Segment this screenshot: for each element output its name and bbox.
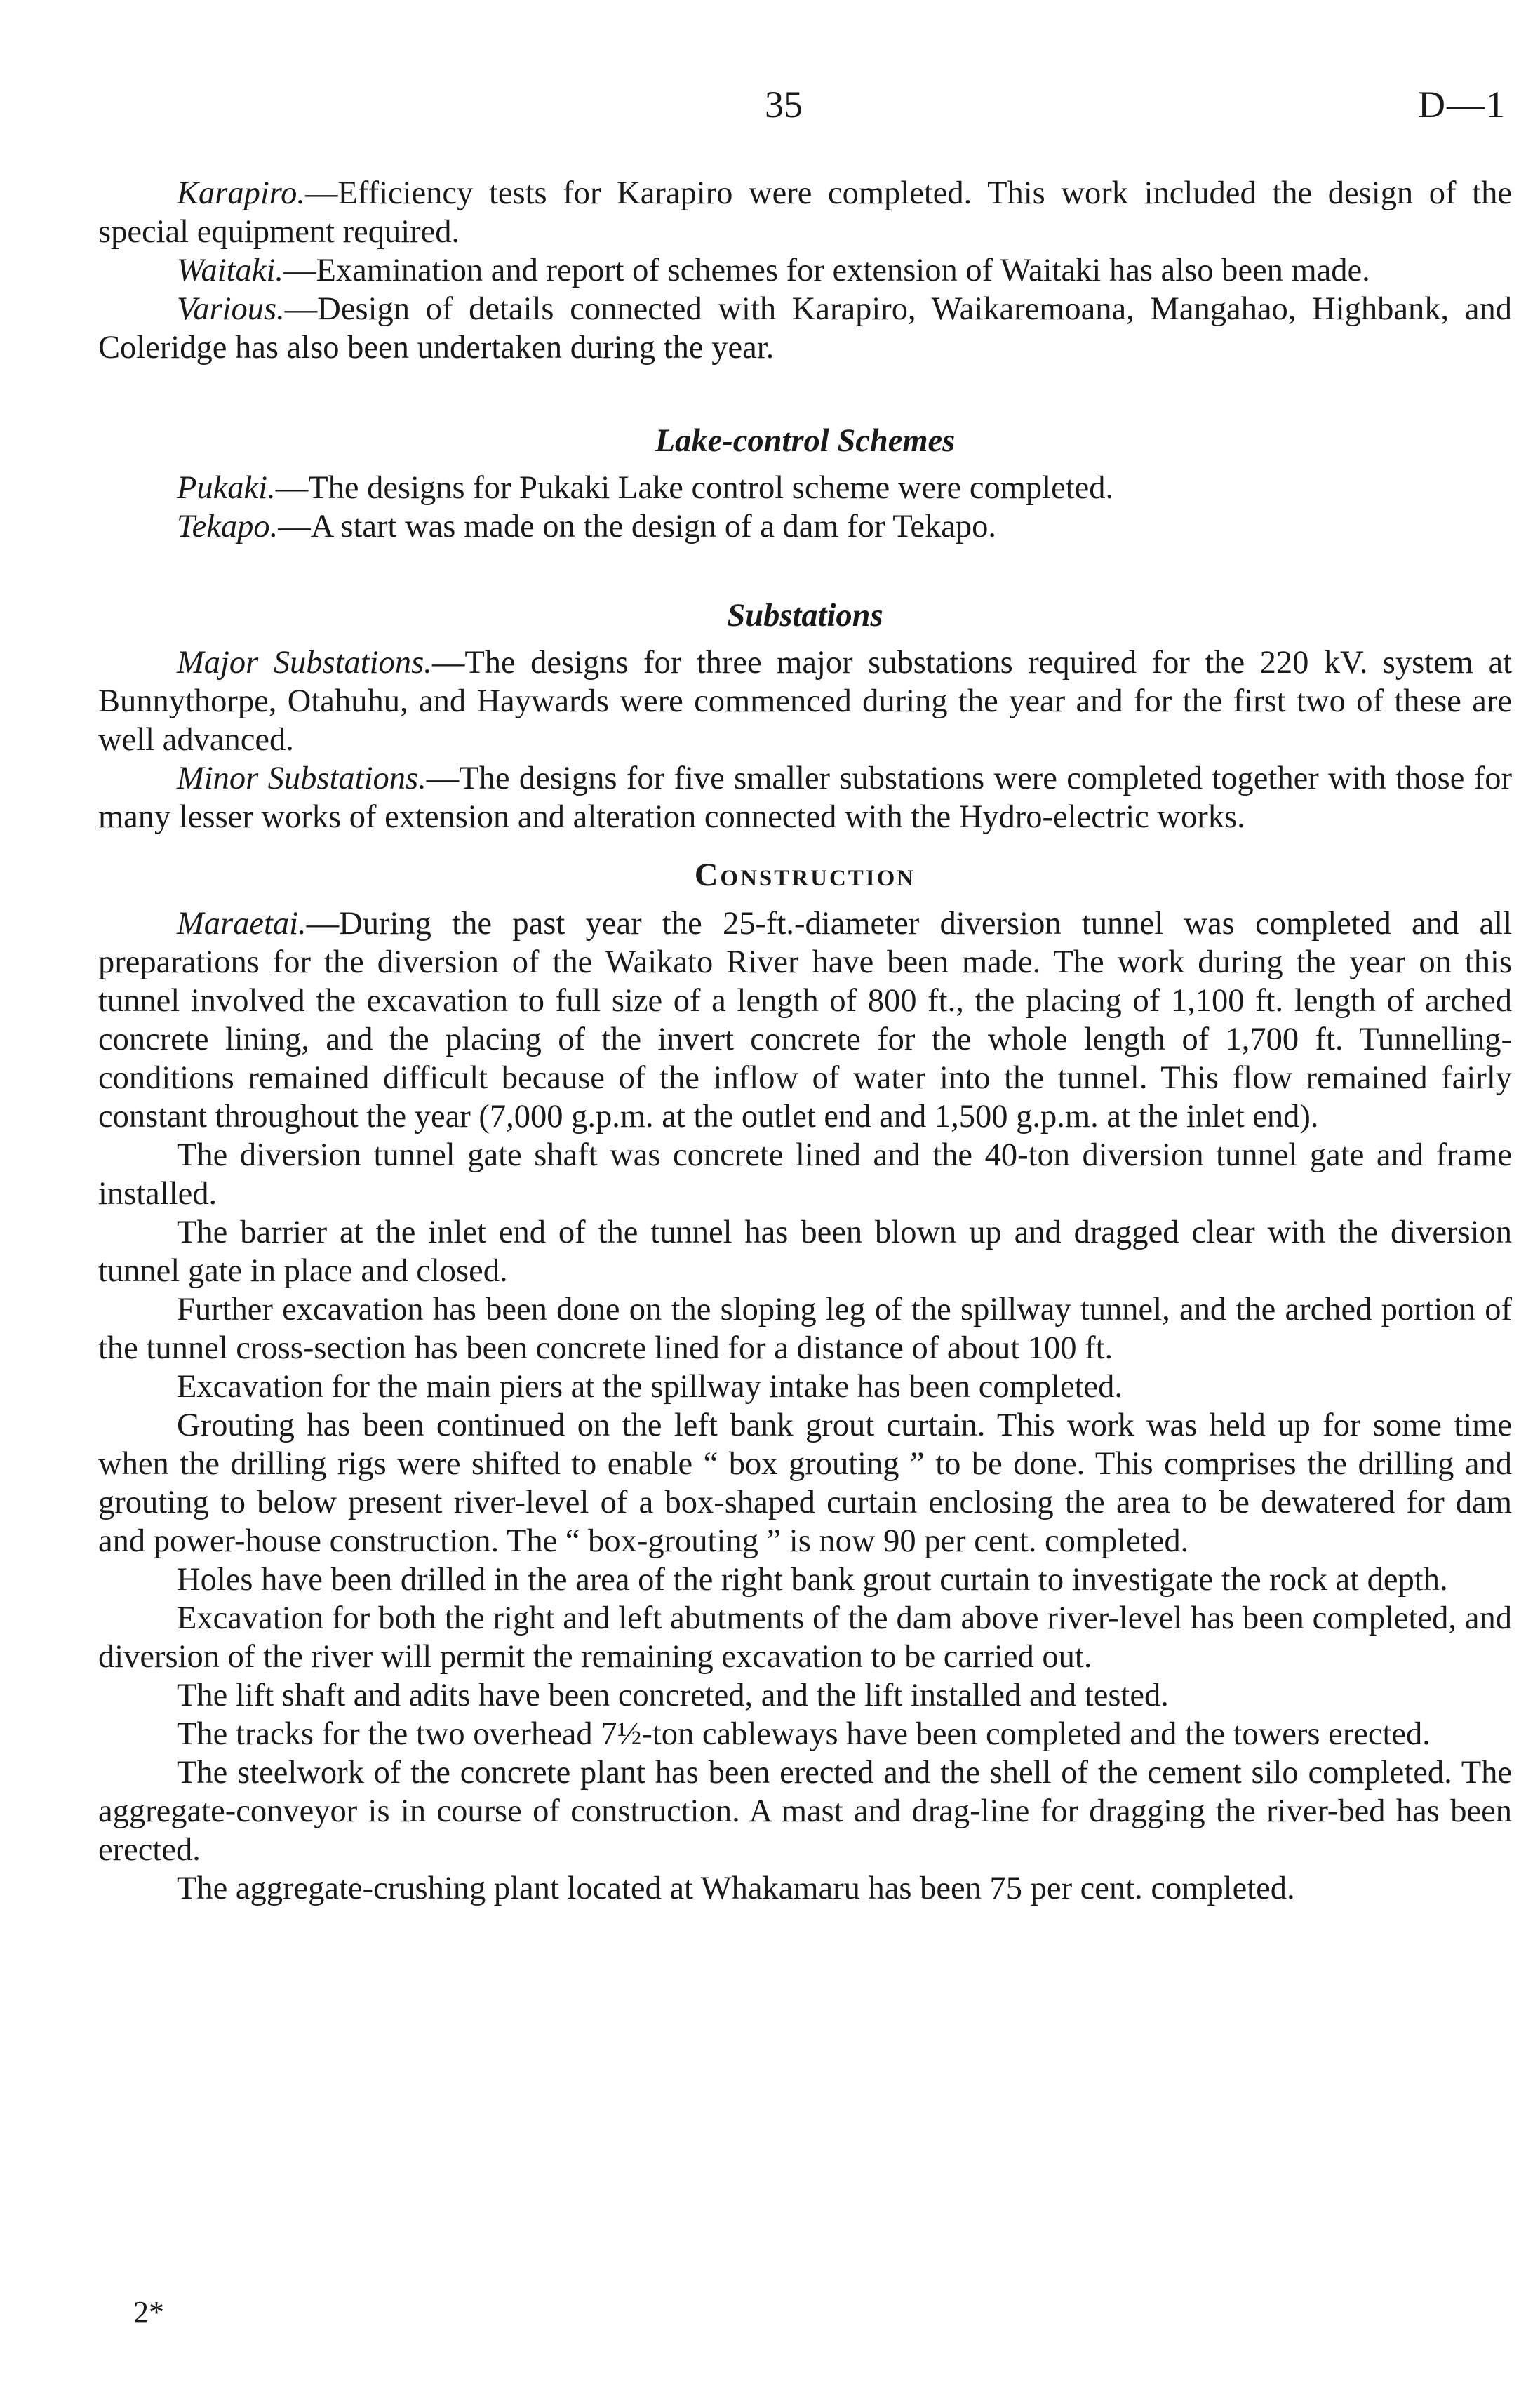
- paragraph-lead: Minor Substations.: [177, 761, 427, 796]
- paragraph-lead: Waitaki.: [177, 253, 283, 288]
- paragraph-waitaki: [98, 251, 1512, 290]
- page-header: [0, 83, 1540, 139]
- section-heading-lake-control: Lake-control Schemes: [655, 423, 956, 459]
- paragraph-barrier: The barrier at the inlet end of the tunnel has been blown up and dragged clear with the diversion tunnel gate in place and closed.: [98, 1215, 1512, 1289]
- paragraph-text: —The designs for three major substations required for the 220 kV. system at Bunnythorpe, Otahuhu, and Haywards were commenced during the year and for the first two of these are well advanced.: [98, 645, 1512, 758]
- paragraph-crushing-plant: The aggregate-crushing plant located at Whakamaru has been 75 per cent. completed.: [177, 1871, 1295, 1906]
- paragraph-karapiro: [98, 174, 1512, 251]
- document-reference: D—1: [1418, 83, 1506, 126]
- paragraph-main-piers: Excavation for the main piers at the spillway intake has been completed.: [177, 1369, 1123, 1405]
- paragraph-pukaki: [98, 469, 1512, 507]
- paragraph-concrete-plant: The steelwork of the concrete plant has been erected and the shell of the cement silo completed. The aggregate-conveyor is in course of construction. A mast and drag-line for dragging the river-bed has been erected.: [98, 1755, 1512, 1868]
- signature-mark: 2*: [133, 2295, 164, 2329]
- body-text: [98, 174, 1512, 1908]
- paragraph-lead: Tekapo.: [177, 509, 279, 544]
- paragraph-lead: Maraetai.: [177, 906, 307, 942]
- paragraph-tekapo: [98, 507, 1512, 546]
- paragraph-text: —Efficiency tests for Karapiro were completed. This work included the design of the special equipment required.: [98, 175, 1512, 250]
- paragraph-text: —The designs for five smaller substations were completed together with those for many lesser works of extension and alteration connected with the Hydro-electric works.: [98, 761, 1512, 835]
- paragraph-lead: Pukaki.: [177, 470, 276, 506]
- paragraph-lead: Major Substations.: [177, 645, 432, 681]
- paragraph-grouting: Grouting has been continued on the left bank grout curtain. This work was held up for some time when the drilling rigs were shifted to enable “ box grouting ” to be done. This comprises the drilling and grouting to below present river-level of a box-shaped curtain enclosing the area to be dewatered for dam and power-house construction. The “ box-grouting ” is now 90 per cent. completed.: [98, 1407, 1512, 1559]
- paragraph-lift-shaft: The lift shaft and adits have been concreted, and the lift installed and tested.: [177, 1678, 1169, 1713]
- page-number: 35: [765, 83, 803, 126]
- paragraph-gate-shaft: The diversion tunnel gate shaft was concrete lined and the 40-ton diversion tunnel gate and frame installed.: [98, 1137, 1512, 1212]
- paragraph-maraetai: [98, 904, 1512, 1136]
- paragraph-text: —The designs for Pukaki Lake control scheme were completed.: [275, 470, 1114, 506]
- section-heading-construction: Construction: [694, 857, 916, 893]
- paragraph-lead: Various.: [177, 291, 285, 327]
- paragraph-spillway-excavation: Further excavation has been done on the sloping leg of the spillway tunnel, and the arched portion of the tunnel cross-section has been concrete lined for a distance of about 100 ft.: [98, 1292, 1512, 1366]
- paragraph-cableways: The tracks for the two overhead 7½-ton cableways have been completed and the towers erected.: [177, 1716, 1431, 1752]
- paragraph-lead: Karapiro.: [177, 175, 306, 211]
- paragraph-text: —Design of details connected with Karapiro, Waikaremoana, Mangahao, Highbank, and Coleridge has also been undertaken during the year.: [98, 291, 1512, 366]
- paragraph-major-substations: [98, 643, 1512, 759]
- paragraph-right-bank-holes: Holes have been drilled in the area of the right bank grout curtain to investigate the rock at depth.: [177, 1562, 1448, 1598]
- paragraph-abutments: Excavation for both the right and left abutments of the dam above river-level has been completed, and diversion of the river will permit the remaining excavation to be carried out.: [98, 1600, 1512, 1675]
- paragraph-various: [98, 290, 1512, 367]
- paragraph-minor-substations: [98, 759, 1512, 836]
- paragraph-text: —Examination and report of schemes for extension of Waitaki has also been made.: [283, 253, 1370, 288]
- paragraph-text: —During the past year the 25-ft.-diameter diversion tunnel was completed and all preparations for the diversion of the Waikato River have been made. The work during the year on this tunnel involved the excavation to full size of a length of 800 ft., the placing of 1,100 ft. length of arched concrete lining, and the placing of the invert concrete for the whole length of 1,700 ft. Tunnelling-conditions remained difficult because of the inflow of water into the tunnel. This flow remained fairly constant throughout the year (7,000 g.p.m. at the outlet end and 1,500 g.p.m. at the inlet end).: [98, 906, 1512, 1135]
- paragraph-text: —A start was made on the design of a dam for Tekapo.: [278, 509, 997, 544]
- section-heading-substations: Substations: [727, 598, 883, 634]
